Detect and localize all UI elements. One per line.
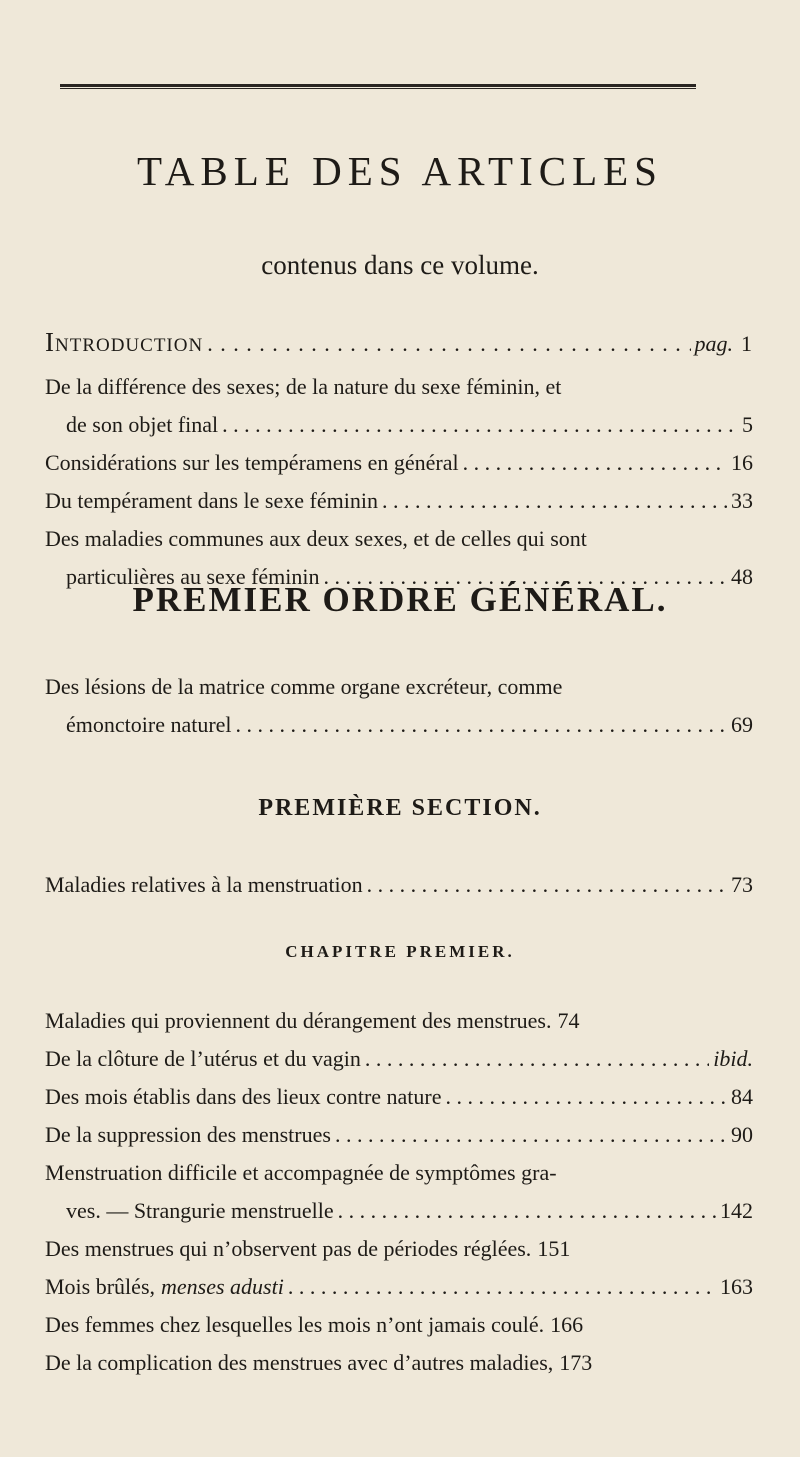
introduction-entry (45, 327, 753, 358)
toc-entry-mois-brules (45, 1268, 753, 1306)
leader-dots (365, 1040, 709, 1078)
entry-page: 142 (720, 1198, 753, 1223)
entry-text-cont: émonctoire naturel (66, 712, 232, 737)
toc-entry-derangement (45, 1002, 753, 1040)
entry-text-cont: ves. — Strangurie menstruelle (66, 1198, 334, 1223)
chapitre-heading: CHAPITRE PREMIER. (285, 942, 515, 961)
toc-entry-suppression (45, 1116, 753, 1154)
leader-dots (338, 1192, 716, 1230)
page-title: TABLE DES ARTICLES (137, 148, 663, 194)
entry-text: Des lésions de la matrice comme organe excréteur, comme (45, 674, 563, 699)
toc-entry-menstruation (45, 866, 753, 904)
entry-text: Maladies qui proviennent du dérangement des menstrues. (45, 1008, 552, 1033)
entry-text: De la différence des sexes; de la nature du sexe féminin, et (45, 374, 562, 399)
entry-text-cont: de son objet final (66, 412, 219, 437)
entry-page: 48 (731, 564, 753, 589)
entry-text-cont: particulières au sexe féminin (66, 564, 320, 589)
toc-entry-lesions-matrice (45, 668, 753, 744)
leader-dots (335, 1116, 727, 1154)
leader-dots (446, 1078, 727, 1116)
entry-page: 163 (720, 1274, 753, 1299)
entry-page: 69 (731, 712, 753, 737)
leader-dots (222, 406, 738, 444)
leader-dots (236, 706, 727, 744)
entry-page: 5 (742, 412, 753, 437)
leader-dots (463, 444, 727, 482)
entry-text: De la clôture de l’utérus et du vagin (45, 1046, 361, 1071)
entry-page: ibid. (713, 1046, 753, 1071)
ordre-heading: PREMIER ORDRE GÉNÉRAL. (132, 580, 668, 619)
page-subtitle: contenus dans ce volume. (261, 250, 539, 280)
entry-page: 84 (731, 1084, 753, 1109)
toc-entry-periodes (45, 1230, 753, 1268)
entry-page: 173 (559, 1350, 593, 1375)
leader-dots (288, 1268, 716, 1306)
entry-text: Considérations sur les tempéramens en général (45, 450, 459, 475)
toc-entry-complication (45, 1344, 753, 1382)
entry-page: 74 (557, 1008, 580, 1033)
entry-page: 33 (731, 488, 753, 513)
entry-text: De la suppression des menstrues (45, 1122, 331, 1147)
top-double-rule (60, 84, 696, 89)
introduction-page: 1 (741, 331, 753, 356)
leader-dots (382, 482, 727, 520)
entry-text: Menstruation difficile et accompagnée de symptômes gra- (45, 1160, 557, 1185)
leader-dots (367, 866, 727, 904)
entry-page: 73 (731, 872, 753, 897)
toc-entry-cloture (45, 1040, 753, 1078)
page-abbrev: pag. (694, 331, 733, 356)
toc-entry-jamais-coule (45, 1306, 753, 1344)
toc-entry-temperament-feminin (45, 482, 753, 520)
entry-page: 16 (731, 450, 753, 475)
entry-text: Mois brûlés, (45, 1274, 155, 1299)
entry-page: 90 (731, 1122, 753, 1147)
entry-text: Des maladies communes aux deux sexes, et de celles qui sont (45, 526, 587, 551)
entry-text-latin: menses adusti (161, 1274, 284, 1299)
toc-entry-temperamens (45, 444, 753, 482)
entry-text: Des menstrues qui n’observent pas de périodes réglées. (45, 1236, 532, 1261)
entry-text: De la complication des menstrues avec d’autres maladies, (45, 1350, 554, 1375)
entry-page: 151 (537, 1236, 571, 1261)
entry-text: Du tempérament dans le sexe féminin (45, 488, 378, 513)
introduction-label: Introduction (45, 327, 204, 357)
section-heading: PREMIÈRE SECTION. (258, 795, 542, 821)
entry-text: Des femmes chez lesquelles les mois n’ont jamais coulé. (45, 1312, 545, 1337)
entry-text: Maladies relatives à la menstruation (45, 872, 363, 897)
toc-entry-difference-sexes (45, 368, 753, 444)
toc-entry-menstruation-difficile (45, 1154, 753, 1230)
toc-entry-mois-etablis (45, 1078, 753, 1116)
leader-dots (207, 331, 690, 357)
entry-text: Des mois établis dans des lieux contre nature (45, 1084, 442, 1109)
entry-page: 166 (550, 1312, 584, 1337)
